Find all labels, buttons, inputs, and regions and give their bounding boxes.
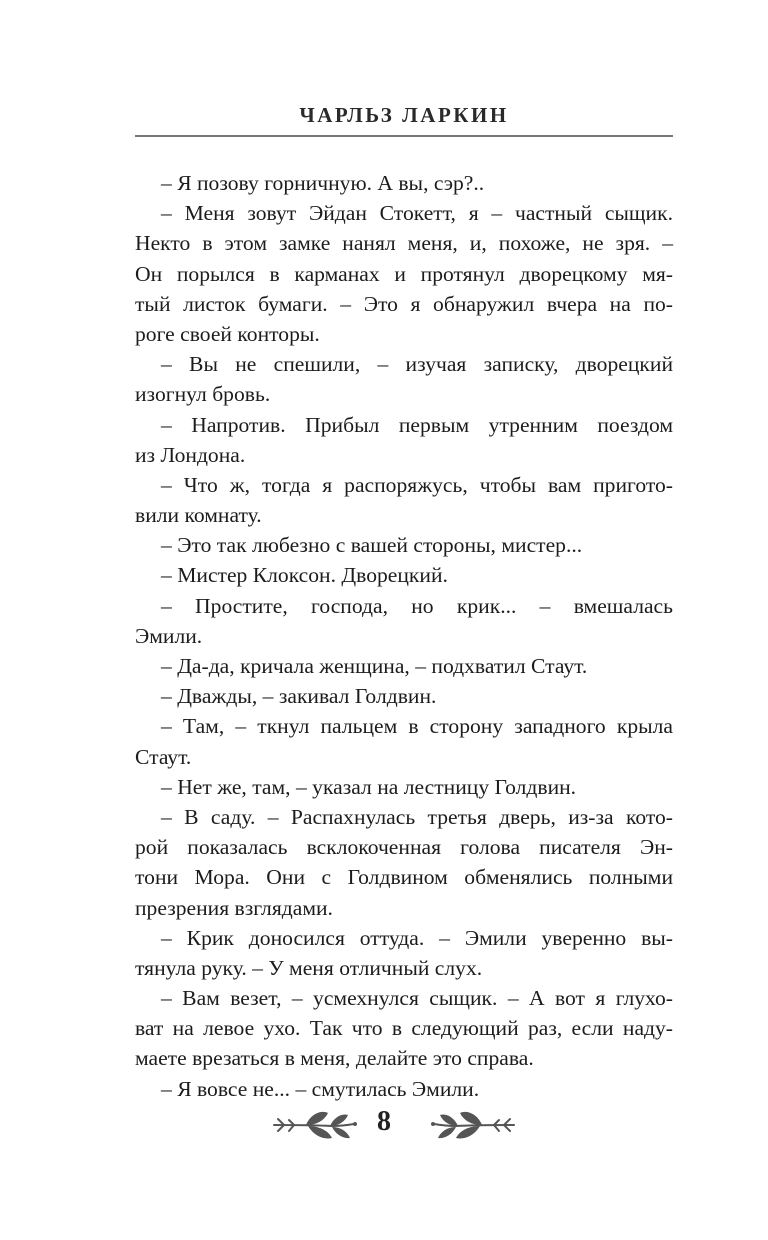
text-line: – Меня зовут Эйдан Стокетт, я – частный сыщик. [161,201,673,226]
text-line: – Вы не спешили, – изучая записку, дворецкий [161,352,673,377]
text-line: – Напротив. Прибыл первым утренним поездом [161,412,673,437]
text-line: – Я вовсе не... – смутилась Эмили. [161,1076,480,1101]
text-line: – Нет же, там, – указал на лестницу Голдвин. [161,774,577,799]
text-line: изогнул бровь. [135,382,271,407]
text-line: вили комнату. [135,503,262,528]
text-line: из Лондона. [135,442,246,467]
floral-sprig-icon [270,1104,360,1150]
body-text [135,168,673,1104]
text-line: – Что ж, тогда я распоряжусь, чтобы вам пригото- [161,472,673,497]
text-line: тый листок бумаги. – Это я обнаружил вчера на по- [135,291,673,316]
text-line: Эмили. [135,623,203,648]
text-line: рой показалась всклокоченная голова писателя Эн- [135,835,673,860]
text-line: Он порылся в карманах и протянул дворецкому мя- [135,261,673,286]
page-number: 8 [377,1106,391,1137]
text-line: – Да-да, кричала женщина, – подхватил Стаут. [161,654,588,678]
text-line: роге своей конторы. [135,321,320,346]
floral-sprig-icon [428,1104,518,1150]
text-line: тянула руку. – У меня отличный слух. [135,955,483,980]
running-header: ЧАРЛЬЗ ЛАРКИН [299,103,509,127]
text-line: Некто в этом замке нанял меня, и, похоже, не зря. – [135,231,673,256]
text-line: ват на левое ухо. Так что в следующий раз, если наду- [135,1016,673,1041]
page-footer [0,1104,768,1150]
text-line: – Простите, господа, но крик... – вмешалась [161,593,673,618]
text-line: – Это так любезно с вашей стороны, мистер... [161,533,583,558]
text-line: – В саду. – Распахнулась третья дверь, из-за кото- [161,804,673,829]
header-rule [135,135,673,137]
text-line: тони Мора. Они с Голдвином обменялись полными [135,865,673,890]
text-line: презрения взглядами. [135,895,333,920]
text-line: – Там, – ткнул пальцем в сторону западного крыла [161,714,673,739]
text-line: – Крик доносился оттуда. – Эмили уверенно вы- [161,925,673,950]
text-line: – Я позову горничную. А вы, сэр?.. [161,171,485,195]
text-line: маете врезаться в меня, делайте это справа. [135,1046,534,1071]
text-line: – Вам везет, – усмехнулся сыщик. – А вот я глухо- [161,986,673,1011]
text-line: – Дважды, – закивал Голдвин. [161,684,437,709]
text-line: Стаут. [135,744,192,769]
text-line: – Мистер Клоксон. Дворецкий. [161,563,448,588]
